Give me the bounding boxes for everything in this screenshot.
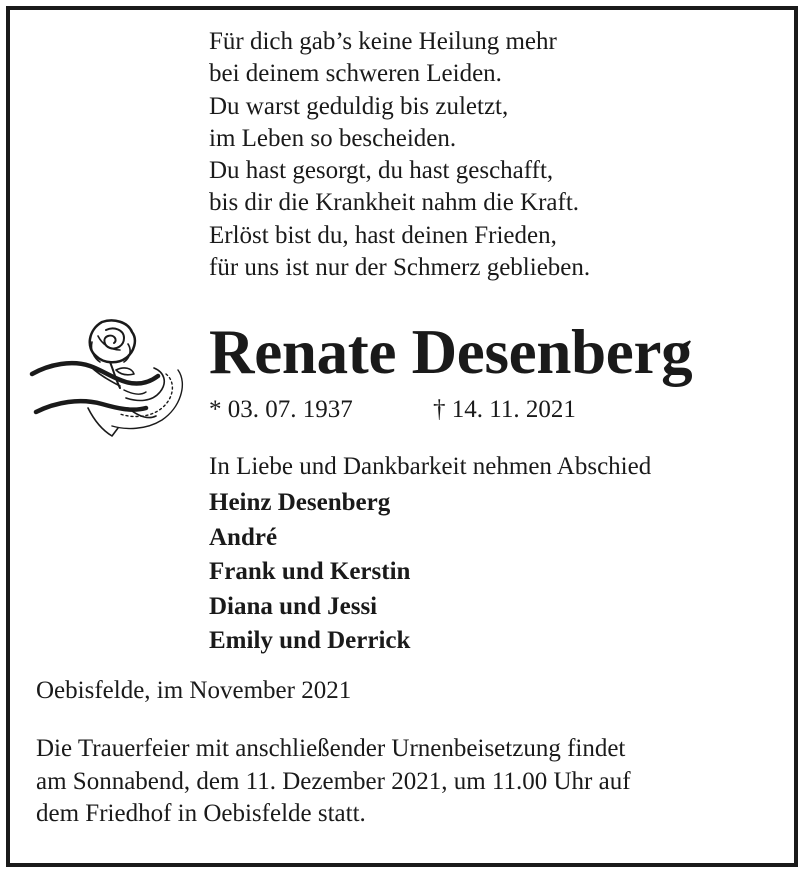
mourner-name: Frank und Kerstin [209,558,411,585]
memorial-poem [209,26,590,284]
mourner-name: Emily und Derrick [209,627,411,654]
mourner-name: André [209,523,278,551]
poem-line: für uns ist nur der Schmerz geblieben. [209,254,591,282]
mourner-name: Diana und Jessi [209,592,378,620]
mourner-name: Heinz Desenberg [209,489,391,516]
funeral-notice-line: Die Trauerfeier mit anschließender Urnenbeisetzung findet [36,735,626,762]
poem-line: bis dir die Krankheit nahm die Kraft. [209,189,580,217]
poem-line: Du hast gesorgt, du hast geschafft, [209,157,554,185]
funeral-notice-line: am Sonnabend, dem 11. Dezember 2021, um 11.00 Uhr auf [36,767,631,795]
birth-date: * 03. 07. 1937 [209,396,353,423]
funeral-notice-line: dem Friedhof in Oebisfelde statt. [36,800,366,827]
rose-in-hands-icon [28,316,193,446]
farewell-line: In Liebe und Dankbarkeit nehmen Abschied [209,453,652,480]
place-and-date: Oebisfelde, im November 2021 [36,677,352,704]
poem-line: im Leben so bescheiden. [209,124,457,152]
death-date: † 14. 11. 2021 [433,396,576,423]
poem-line: Du warst geduldig bis zuletzt, [209,92,509,120]
mourners-list [209,486,410,659]
funeral-notice [36,733,631,831]
poem-line: Erlöst bist du, hast deinen Frieden, [209,221,557,249]
poem-line: bei deinem schweren Leiden. [209,60,502,88]
poem-line: Für dich gab’s keine Heilung mehr [209,28,557,55]
life-dates [209,394,576,426]
deceased-name: Renate Desenberg [209,317,693,387]
